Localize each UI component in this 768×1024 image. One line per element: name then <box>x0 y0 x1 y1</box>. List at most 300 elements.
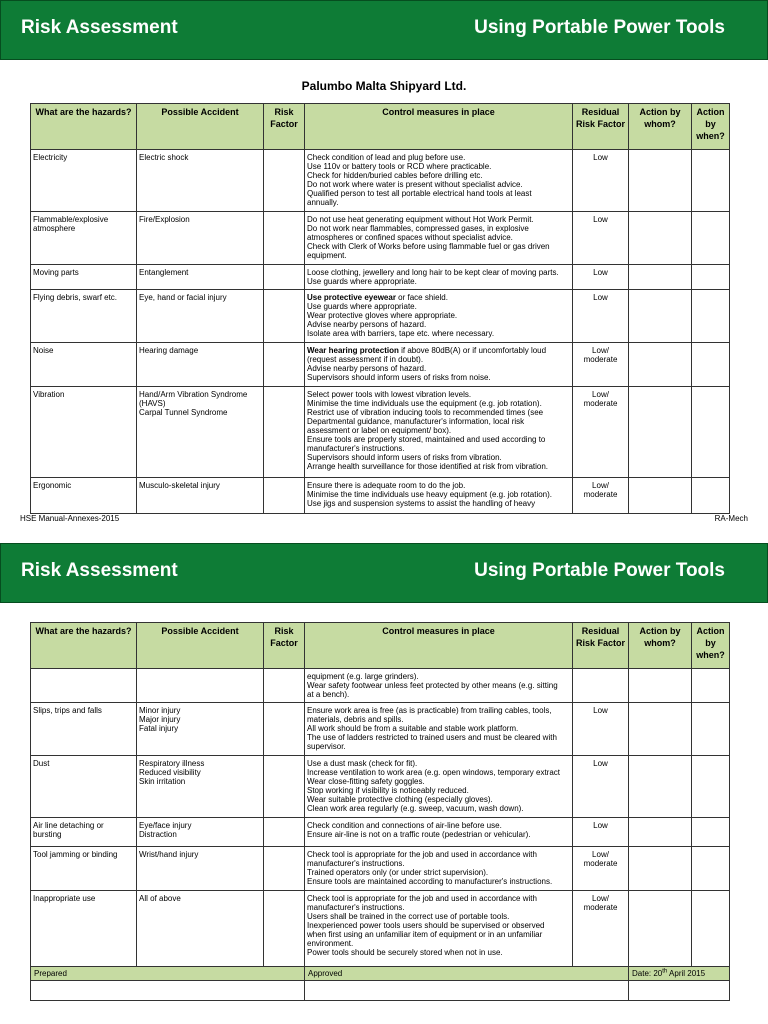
table-row <box>31 703 730 756</box>
control-line <box>307 453 570 462</box>
page1-header-banner <box>0 0 768 60</box>
control-line <box>307 859 570 868</box>
action-when-cell[interactable] <box>692 703 730 756</box>
page1-title-left: Risk Assessment <box>21 17 178 38</box>
control-line <box>307 481 570 490</box>
residual-text: Low <box>593 153 608 162</box>
action-whom-cell[interactable] <box>629 265 692 290</box>
residual-text: Low/ <box>592 850 609 859</box>
hazard-text: Electricity <box>33 153 68 162</box>
residual-cell <box>573 756 629 818</box>
residual-text: Low <box>593 759 608 768</box>
control-text: supervisor. <box>307 742 346 751</box>
control-line <box>307 742 570 751</box>
control-line <box>307 355 570 364</box>
action-whom-cell[interactable] <box>629 669 692 703</box>
controls-cell <box>305 343 573 387</box>
accident-cell <box>137 847 264 891</box>
action-whom-cell[interactable] <box>629 847 692 891</box>
table-row <box>31 150 730 212</box>
table-row <box>31 343 730 387</box>
control-line <box>307 733 570 742</box>
accident-text: Fatal injury <box>139 724 179 733</box>
residual-cell <box>573 387 629 478</box>
signoff-row <box>31 967 730 981</box>
col-header-risk-factor: Risk Factor <box>264 623 305 669</box>
accident-cell <box>137 478 264 514</box>
control-text: The use of ladders restricted to trained users and must be cleared with <box>307 733 557 742</box>
control-text: Restrict use of vibration inducing tools to recommended times (see <box>307 408 544 417</box>
control-emphasis: Use protective eyewear <box>307 293 396 302</box>
accident-cell <box>137 290 264 343</box>
hazard-text: Ergonomic <box>33 481 72 490</box>
hazard-text: Flying debris, swarf etc. <box>33 293 118 302</box>
control-line <box>307 939 570 948</box>
action-when-cell[interactable] <box>692 478 730 514</box>
control-text: Qualified person to test all portable electrical hand tools at least <box>307 189 532 198</box>
control-text: Loose clothing, jewellery and long hair to be kept clear of moving parts. <box>307 268 559 277</box>
risk-factor-cell <box>264 150 305 212</box>
control-line <box>307 251 570 260</box>
control-line <box>307 293 570 302</box>
control-text: manufacturer's instructions. <box>307 859 405 868</box>
control-line <box>307 715 570 724</box>
accident-text: Fire/Explosion <box>139 215 190 224</box>
residual-cell <box>573 847 629 891</box>
control-line <box>307 462 570 471</box>
controls-cell <box>305 387 573 478</box>
hazard-text: Noise <box>33 346 54 355</box>
col-header-action-when: Action by when? <box>692 623 730 669</box>
control-line <box>307 408 570 417</box>
control-text: Do not use heat generating equipment without Hot Work Permit. <box>307 215 534 224</box>
control-line <box>307 894 570 903</box>
hazard-text: Inappropriate use <box>33 894 96 903</box>
control-line <box>307 490 570 499</box>
hazard-cell <box>31 847 137 891</box>
control-text: Arrange health surveillance for those identified at risk from vibration. <box>307 462 549 471</box>
control-line <box>307 302 570 311</box>
accident-text: Wrist/hand injury <box>139 850 199 859</box>
residual-text: Low <box>593 215 608 224</box>
residual-text: moderate <box>583 490 618 499</box>
control-line <box>307 390 570 399</box>
risk-factor-cell <box>264 290 305 343</box>
control-text: atmospheres or confined spaces without specialist advice. <box>307 233 513 242</box>
residual-text: Low <box>593 821 608 830</box>
control-text: materials, debris and spills. <box>307 715 404 724</box>
hazard-text: Tool jamming or binding <box>33 850 118 859</box>
control-line <box>307 224 570 233</box>
control-line <box>307 153 570 162</box>
control-text: All work should be from a suitable and stable work platform. <box>307 724 519 733</box>
action-when-cell[interactable] <box>692 847 730 891</box>
col-header-residual: Residual Risk Factor <box>573 104 629 150</box>
risk-factor-cell <box>264 818 305 847</box>
control-text: Ensure tools are maintained according to manufacturer's instructions. <box>307 877 553 886</box>
action-when-cell[interactable] <box>692 669 730 703</box>
residual-cell <box>573 290 629 343</box>
risk-factor-cell <box>264 265 305 290</box>
table-row <box>31 478 730 514</box>
risk-factor-cell <box>264 212 305 265</box>
residual-cell <box>573 818 629 847</box>
accident-text: Major injury <box>139 715 181 724</box>
control-text: at a bench). <box>307 690 350 699</box>
action-whom-cell[interactable] <box>629 212 692 265</box>
control-line <box>307 435 570 444</box>
controls-cell <box>305 669 573 703</box>
control-line <box>307 320 570 329</box>
hazard-cell <box>31 669 137 703</box>
action-whom-cell[interactable] <box>629 478 692 514</box>
control-line <box>307 373 570 382</box>
hazard-text: Flammable/explosive atmosphere <box>33 215 109 233</box>
table-row <box>31 265 730 290</box>
control-line <box>307 329 570 338</box>
col-header-hazards: What are the hazards? <box>31 104 137 150</box>
hazard-text: Vibration <box>33 390 65 399</box>
accident-text: Eye/face injury <box>139 821 192 830</box>
accident-text: Reduced visibility <box>139 768 201 777</box>
control-line <box>307 417 570 426</box>
table-row <box>31 818 730 847</box>
controls-cell <box>305 478 573 514</box>
col-header-accident: Possible Accident <box>137 104 264 150</box>
accident-cell <box>137 212 264 265</box>
control-text: Ensure tools are properly stored, maintained and used according to <box>307 435 546 444</box>
residual-cell <box>573 212 629 265</box>
action-whom-cell[interactable] <box>629 703 692 756</box>
action-when-cell[interactable] <box>692 343 730 387</box>
control-text: Users shall be trained in the correct use of portable tools. <box>307 912 510 921</box>
residual-cell <box>573 478 629 514</box>
accident-text: Distraction <box>139 830 177 839</box>
control-line <box>307 821 570 830</box>
risk-factor-cell <box>264 891 305 967</box>
hazard-cell <box>31 387 137 478</box>
control-line <box>307 189 570 198</box>
risk-factor-cell <box>264 703 305 756</box>
control-text: Wear suitable protective clothing (especially gloves). <box>307 795 493 804</box>
residual-text: Low/ <box>592 346 609 355</box>
risk-factor-cell <box>264 343 305 387</box>
accident-text: Minor injury <box>139 706 181 715</box>
control-text: Increase ventilation to work area (e.g. open windows, temporary extract <box>307 768 561 777</box>
prepared-signature-cell[interactable] <box>31 981 305 1001</box>
control-text: Ensure there is adequate room to do the job. <box>307 481 466 490</box>
control-text: or face shield. <box>395 293 448 302</box>
control-text: annually. <box>307 198 339 207</box>
control-text: (request assessment if in doubt). <box>307 355 424 364</box>
control-text: environment. <box>307 939 354 948</box>
residual-text: moderate <box>583 859 618 868</box>
controls-cell <box>305 150 573 212</box>
control-line <box>307 426 570 435</box>
control-text: Check for hidden/buried cables before drilling etc. <box>307 171 483 180</box>
action-when-cell[interactable] <box>692 212 730 265</box>
page1-title-right: Using Portable Power Tools <box>474 17 725 38</box>
control-line <box>307 690 570 699</box>
action-whom-cell[interactable] <box>629 150 692 212</box>
accident-cell <box>137 150 264 212</box>
control-line <box>307 903 570 912</box>
control-text: Minimise the time individuals use heavy equipment (e.g. job rotation). <box>307 490 553 499</box>
control-emphasis: Wear hearing protection <box>307 346 399 355</box>
control-line <box>307 681 570 690</box>
control-text: Wear safety footwear unless feet protected by other means (e.g. sitting <box>307 681 558 690</box>
control-text: Ensure work area is free (as is practicable) from trailing cables, tools, <box>307 706 552 715</box>
residual-text: moderate <box>583 355 618 364</box>
hazard-text: Slips, trips and falls <box>33 706 102 715</box>
prepared-label: Prepared <box>31 967 305 981</box>
control-line <box>307 921 570 930</box>
control-line <box>307 912 570 921</box>
control-text: Select power tools with lowest vibration levels. <box>307 390 472 399</box>
action-whom-cell[interactable] <box>629 343 692 387</box>
accident-cell <box>137 669 264 703</box>
control-text: Use a dust mask (check for fit). <box>307 759 418 768</box>
hazard-cell <box>31 478 137 514</box>
control-text: Ensure air-line is not on a traffic route (pedestrian or vehicular). <box>307 830 531 839</box>
date-label: Date: 20th April 2015 <box>629 967 730 981</box>
control-text: Minimise the time individuals use the equipment (e.g. job rotation). <box>307 399 542 408</box>
table-row <box>31 847 730 891</box>
page2-header-row <box>31 623 730 669</box>
approved-signature-cell[interactable] <box>305 981 629 1001</box>
hazard-cell <box>31 818 137 847</box>
control-line <box>307 850 570 859</box>
accident-text: Eye, hand or facial injury <box>139 293 227 302</box>
accident-text: Respiratory illness <box>139 759 205 768</box>
action-whom-cell[interactable] <box>629 891 692 967</box>
control-line <box>307 759 570 768</box>
residual-cell <box>573 669 629 703</box>
control-line <box>307 724 570 733</box>
control-line <box>307 162 570 171</box>
residual-cell <box>573 891 629 967</box>
col-header-controls: Control measures in place <box>305 623 573 669</box>
risk-factor-cell <box>264 387 305 478</box>
hazard-text: Air line detaching or bursting <box>33 821 104 839</box>
control-text: Departmental guidance, manufacturer's information, local risk <box>307 417 525 426</box>
controls-cell <box>305 290 573 343</box>
control-text: if above 80dB(A) or if uncomfortably loud <box>398 346 547 355</box>
control-text: Trained operators only (or under strict supervision). <box>307 868 489 877</box>
control-text: Isolate area with barriers, tape etc. where necessary. <box>307 329 495 338</box>
hazard-cell <box>31 756 137 818</box>
control-line <box>307 233 570 242</box>
action-when-cell[interactable] <box>692 150 730 212</box>
control-line <box>307 877 570 886</box>
hazard-cell <box>31 290 137 343</box>
controls-cell <box>305 212 573 265</box>
table-row <box>31 669 730 703</box>
control-text: equipment (e.g. large grinders). <box>307 672 419 681</box>
control-line <box>307 672 570 681</box>
accident-text: Skin irritation <box>139 777 186 786</box>
control-text: Supervisors should inform users of risks from noise. <box>307 373 491 382</box>
accident-cell <box>137 703 264 756</box>
action-whom-cell[interactable] <box>629 387 692 478</box>
accident-cell <box>137 891 264 967</box>
action-when-cell[interactable] <box>692 290 730 343</box>
approved-label: Approved <box>305 967 629 981</box>
accident-text: Electric shock <box>139 153 189 162</box>
control-line <box>307 198 570 207</box>
controls-cell <box>305 818 573 847</box>
control-line <box>307 364 570 373</box>
control-line <box>307 948 570 957</box>
page2-risk-table <box>30 622 730 1001</box>
accident-cell <box>137 265 264 290</box>
control-text: Use guards where appropriate. <box>307 302 417 311</box>
residual-text: Low/ <box>592 390 609 399</box>
control-line <box>307 399 570 408</box>
control-text: manufacturer's instructions. <box>307 444 405 453</box>
risk-factor-cell <box>264 669 305 703</box>
accident-cell <box>137 387 264 478</box>
control-text: Advise nearby persons of hazard. <box>307 364 427 373</box>
control-line <box>307 777 570 786</box>
table-row <box>31 290 730 343</box>
control-text: Supervisors should inform users of risks from vibration. <box>307 453 502 462</box>
control-line <box>307 277 570 286</box>
accident-text: Entanglement <box>139 268 189 277</box>
table-row <box>31 212 730 265</box>
residual-text: Low <box>593 268 608 277</box>
control-line <box>307 706 570 715</box>
controls-cell <box>305 847 573 891</box>
control-text: Stop working if visibility is noticeably reduced. <box>307 786 469 795</box>
residual-cell <box>573 265 629 290</box>
residual-text: Low/ <box>592 894 609 903</box>
company-name: Palumbo Malta Shipyard Ltd. <box>301 79 467 93</box>
action-whom-cell[interactable] <box>629 756 692 818</box>
control-text: Wear close-fitting safety goggles. <box>307 777 425 786</box>
accident-text: (HAVS) <box>139 399 166 408</box>
col-header-action-whom: Action by whom? <box>629 104 692 150</box>
page1-header-row <box>31 104 730 150</box>
col-header-residual: Residual Risk Factor <box>573 623 629 669</box>
control-text: Do not work where water is present without specialist advice. <box>307 180 523 189</box>
control-text: Inexperienced power tools users should be supervised or observed <box>307 921 545 930</box>
control-text: Check tool is appropriate for the job and used in accordance with <box>307 894 537 903</box>
accident-text: All of above <box>139 894 181 903</box>
action-whom-cell[interactable] <box>629 818 692 847</box>
table-row <box>31 756 730 818</box>
col-header-action-whom: Action by whom? <box>629 623 692 669</box>
control-text: Wear protective gloves where appropriate. <box>307 311 458 320</box>
controls-cell <box>305 756 573 818</box>
control-line <box>307 346 570 355</box>
col-header-accident: Possible Accident <box>137 623 264 669</box>
accident-text: Carpal Tunnel Syndrome <box>139 408 228 417</box>
page1-risk-table <box>30 103 730 514</box>
footer-right: RA-Mech <box>714 514 748 523</box>
action-when-cell[interactable] <box>692 891 730 967</box>
accident-cell <box>137 818 264 847</box>
action-when-cell[interactable] <box>692 756 730 818</box>
col-header-risk-factor: Risk Factor <box>264 104 305 150</box>
residual-cell <box>573 703 629 756</box>
residual-cell <box>573 343 629 387</box>
hazard-text: Dust <box>33 759 50 768</box>
controls-cell <box>305 703 573 756</box>
page2-title-right: Using Portable Power Tools <box>474 560 725 581</box>
control-text: Use jigs and suspension systems to assist the handling of heavy <box>307 499 536 508</box>
control-line <box>307 930 570 939</box>
signoff-blank-row <box>31 981 730 1001</box>
residual-text: Low <box>593 293 608 302</box>
control-line <box>307 444 570 453</box>
action-when-cell[interactable] <box>692 265 730 290</box>
risk-factor-cell <box>264 756 305 818</box>
controls-cell <box>305 891 573 967</box>
accident-cell <box>137 756 264 818</box>
control-text: Clean work area regularly (e.g. sweep, vacuum, wash down). <box>307 804 524 813</box>
control-text: Check condition and connections of air-line before use. <box>307 821 502 830</box>
control-text: when first using an unfamiliar item of equipment or in an unfamiliar <box>307 930 543 939</box>
control-text: Check condition of lead and plug before use. <box>307 153 466 162</box>
residual-text: moderate <box>583 903 618 912</box>
residual-text: Low/ <box>592 481 609 490</box>
col-header-action-when: Action by when? <box>692 104 730 150</box>
control-line <box>307 311 570 320</box>
control-line <box>307 804 570 813</box>
control-line <box>307 499 570 508</box>
accident-text: Hand/Arm Vibration Syndrome <box>139 390 248 399</box>
control-text: Advise nearby persons of hazard. <box>307 320 427 329</box>
accident-cell <box>137 343 264 387</box>
hazard-cell <box>31 891 137 967</box>
control-text: Check with Clerk of Works before using flammable fuel or gas driven <box>307 242 550 251</box>
control-text: assessment or label on equipment/ box). <box>307 426 452 435</box>
action-when-cell[interactable] <box>692 387 730 478</box>
control-text: Check tool is appropriate for the job and used in accordance with <box>307 850 537 859</box>
control-line <box>307 180 570 189</box>
residual-text: moderate <box>583 399 618 408</box>
action-when-cell[interactable] <box>692 818 730 847</box>
hazard-cell <box>31 265 137 290</box>
risk-factor-cell <box>264 478 305 514</box>
date-signature-cell[interactable] <box>629 981 730 1001</box>
hazard-cell <box>31 343 137 387</box>
control-line <box>307 268 570 277</box>
control-text: Use guards where appropriate. <box>307 277 417 286</box>
control-text: equipment. <box>307 251 347 260</box>
page2-title-left: Risk Assessment <box>21 560 178 581</box>
hazard-text: Moving parts <box>33 268 79 277</box>
control-line <box>307 242 570 251</box>
col-header-hazards: What are the hazards? <box>31 623 137 669</box>
residual-text: Low <box>593 706 608 715</box>
control-line <box>307 215 570 224</box>
col-header-controls: Control measures in place <box>305 104 573 150</box>
hazard-cell <box>31 212 137 265</box>
control-line <box>307 795 570 804</box>
control-line <box>307 830 570 839</box>
control-text: Use 110v or battery tools or RCD where practicable. <box>307 162 492 171</box>
control-line <box>307 786 570 795</box>
control-line <box>307 768 570 777</box>
control-line <box>307 868 570 877</box>
hazard-cell <box>31 703 137 756</box>
action-whom-cell[interactable] <box>629 290 692 343</box>
accident-text: Hearing damage <box>139 346 199 355</box>
control-text: Power tools should be securely stored when not in use. <box>307 948 503 957</box>
control-text: Do not work near flammables, compressed gases, in explosive <box>307 224 529 233</box>
